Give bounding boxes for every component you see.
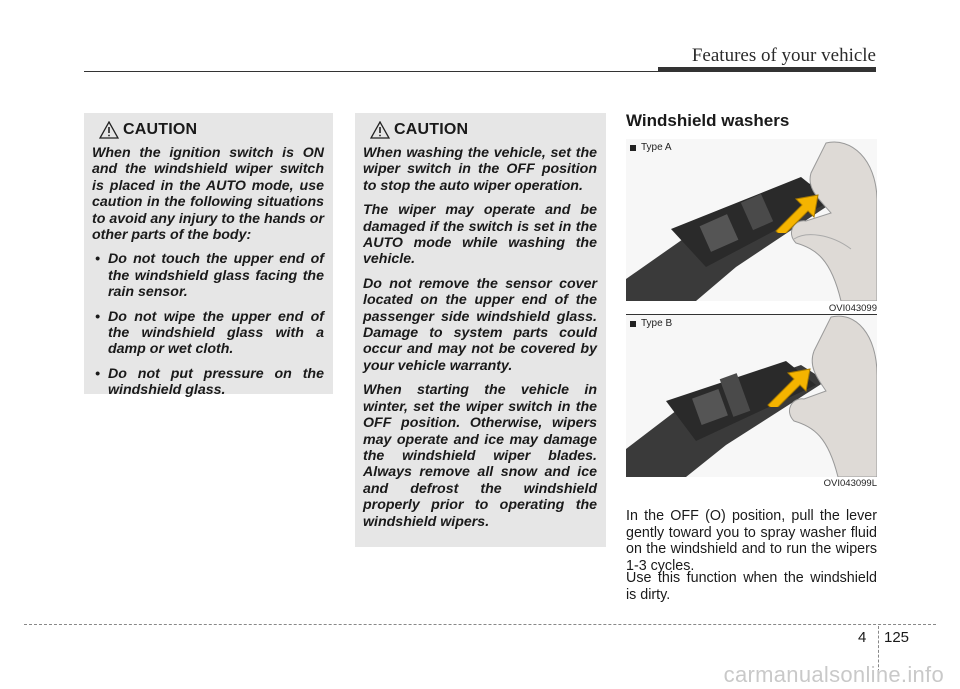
square-bullet-icon	[630, 145, 636, 151]
wiper-lever-illustration-a	[626, 139, 877, 301]
caution-paragraph: The wiper may operate and be damaged if the switch is set in the AUTO mode while washing the vehicle.	[363, 202, 597, 268]
figure-type-b	[626, 315, 877, 490]
figure-type-a	[626, 139, 877, 315]
caution-title: CAUTION	[123, 121, 198, 138]
header-rule-accent	[658, 67, 876, 72]
caution-list	[92, 251, 324, 398]
arrow-icon	[774, 193, 820, 233]
caution-header	[363, 121, 597, 139]
chapter-number: 4	[858, 629, 867, 646]
caution-item: • Do not put pressure on the windshield glass.	[92, 366, 324, 399]
caution-paragraph: When washing the vehicle, set the wiper switch in the OFF position to stop the auto wiper operation.	[363, 145, 597, 194]
square-bullet-icon	[630, 321, 636, 327]
caution-box-left	[84, 113, 333, 399]
caution-header	[92, 121, 324, 139]
arrow-icon	[766, 367, 812, 407]
caution-paragraph: When starting the vehicle in winter, set the wiper switch in the OFF position. Otherwise, wipers may operate and ice may damage the windshield wiper blades. Always remove all snow and ice and defrost the windshield properly prior to operating the windshield wipers.	[363, 382, 597, 530]
body-paragraph: In the OFF (O) position, pull the lever gently toward you to spray washer fluid on the windshield and to run the wipers 1-3 cycles.	[626, 508, 877, 574]
header-title: Features of your vehicle	[691, 45, 876, 66]
section-title: Windshield washers	[626, 111, 790, 130]
caution-item: • Do not wipe the upper end of the windshield glass with a damp or wet cloth.	[92, 309, 324, 358]
figure-label-text: Type B	[641, 318, 673, 329]
figure-label-text: Type A	[641, 142, 672, 153]
caution-title: CAUTION	[394, 121, 469, 138]
body-paragraph: Use this function when the windshield is dirty.	[626, 570, 877, 603]
wiper-lever-illustration-b	[626, 315, 877, 477]
figure-code: OVI043099L	[823, 478, 877, 489]
footer-rule	[24, 624, 936, 625]
caution-item: • Do not touch the upper end of the windshield glass facing the rain sensor.	[92, 251, 324, 300]
caution-box-middle	[355, 113, 606, 547]
figure-label	[630, 318, 672, 329]
page-number: 125	[884, 629, 910, 646]
caution-paragraph: Do not remove the sensor cover located on the upper end of the passenger side windshield glass. Damage to system parts could occur and may not be covered by your vehicle warranty.	[363, 275, 597, 374]
figure-label	[630, 142, 672, 153]
caution-intro: When the ignition switch is ON and the windshield wiper switch is placed in the AUTO mode, use caution in the following situations to avoid any injury to the hands or other parts of the body:	[92, 145, 324, 244]
warning-triangle-icon	[370, 121, 390, 139]
figure-code: OVI043099	[828, 303, 877, 314]
warning-triangle-icon	[99, 121, 119, 139]
watermark: carmanualsonline.info	[723, 662, 944, 687]
